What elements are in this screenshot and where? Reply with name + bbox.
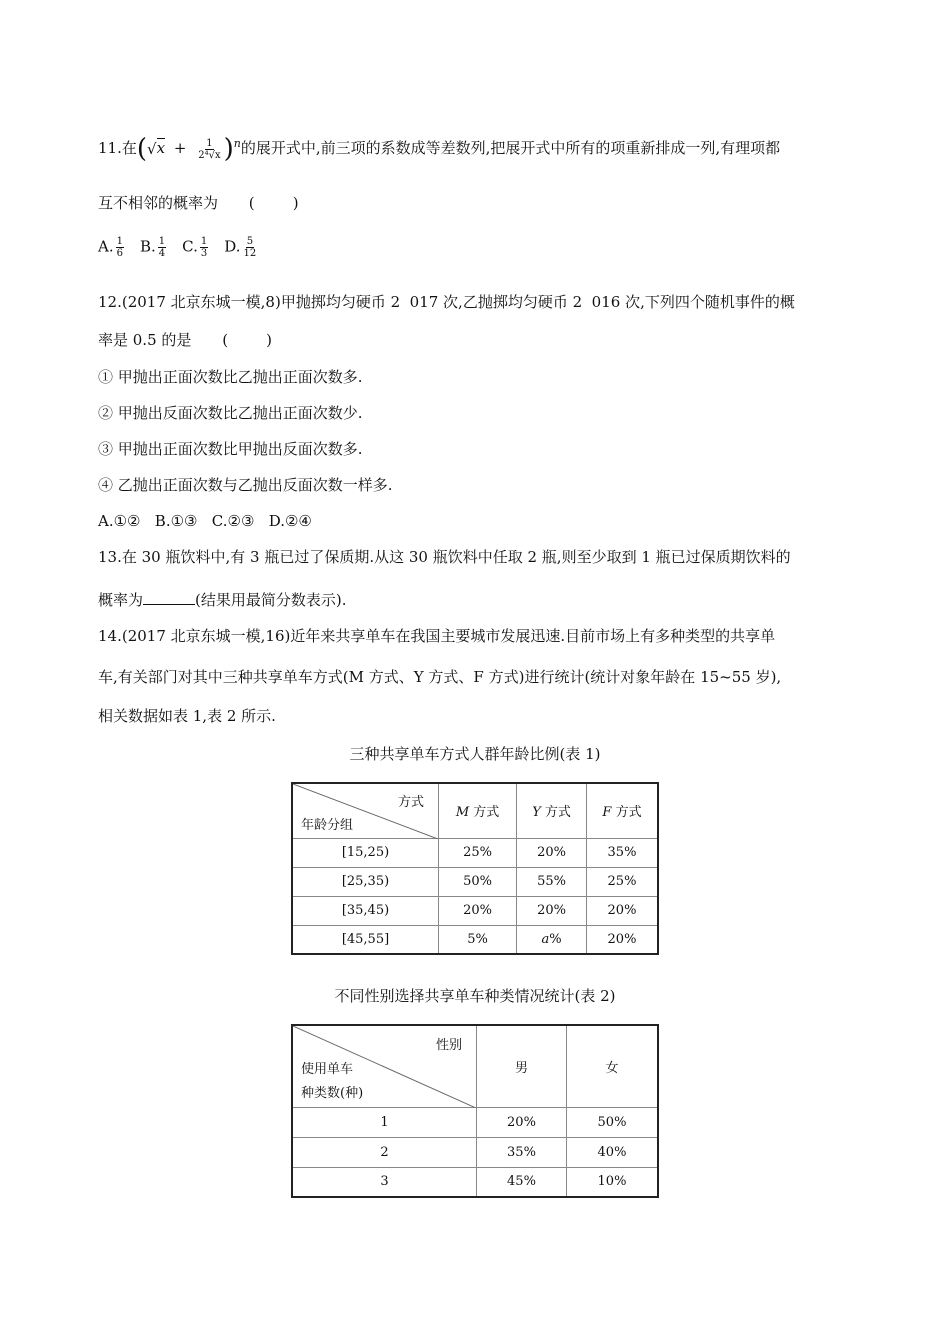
q11-option-a	[98, 236, 126, 259]
table-row	[292, 1167, 658, 1197]
table2-corner-cell	[292, 1025, 477, 1107]
table1-header-y	[517, 783, 587, 838]
option-den: 12	[243, 248, 257, 259]
count-cell: 1	[292, 1107, 477, 1137]
m-cell: 5%	[439, 925, 517, 954]
q11-line2	[98, 193, 299, 213]
male-cell: 35%	[477, 1137, 567, 1167]
q11-option-b	[140, 236, 168, 259]
q11-exp: n	[233, 137, 241, 150]
count-cell: 2	[292, 1137, 477, 1167]
table-row	[292, 867, 658, 896]
q12-answer-paren: ( )	[222, 331, 273, 349]
table-row	[292, 925, 658, 954]
q11-frac-num: 1	[206, 137, 213, 149]
q12-line2	[98, 330, 272, 350]
table2-corner-bottom1: 使用单车	[301, 1062, 354, 1077]
table2-header-male: 男	[477, 1025, 567, 1107]
table2-corner-top: 性别	[435, 1038, 462, 1053]
table1	[291, 782, 659, 955]
table1-corner-cell	[292, 783, 439, 838]
option-num: 5	[246, 236, 254, 247]
y-var: a	[541, 931, 550, 947]
age-group-cell: [15,25)	[292, 838, 439, 867]
m-cell: 25%	[439, 838, 517, 867]
sqrt-icon: √	[147, 140, 157, 158]
table-row	[292, 838, 658, 867]
option-label: D.	[224, 237, 241, 256]
table1-header-f	[586, 783, 658, 838]
table1-caption: 三种共享单车方式人群年龄比例(表 1)	[349, 745, 601, 763]
q11-answer-paren: ( )	[248, 194, 299, 212]
option-den: 6	[116, 248, 123, 259]
q11-sqrt-var: x	[156, 139, 166, 157]
y-suffix: %	[549, 931, 562, 947]
header-var: F	[602, 805, 612, 821]
option-label: C.	[182, 237, 198, 256]
table2-caption: 不同性别选择共享单车种类情况统计(表 2)	[334, 987, 616, 1005]
q11-option-d	[224, 236, 259, 259]
table-row	[292, 1137, 658, 1167]
q14-line3: 相关数据如表 1,表 2 所示.	[98, 707, 276, 725]
female-cell: 50%	[566, 1107, 658, 1137]
q12-answers: A.①② B.①③ C.②③ D.②④	[98, 512, 312, 530]
m-cell: 20%	[439, 896, 517, 925]
q12-item-2: ② 甲抛出反面次数比乙抛出正面次数少.	[98, 404, 363, 422]
q12-line2-text: 率是 0.5 的是	[98, 331, 192, 349]
table-row	[292, 1107, 658, 1137]
age-group-cell: [25,35)	[292, 867, 439, 896]
option-label: B.	[139, 237, 156, 256]
q11-frac-den: 2⁴√x	[198, 149, 221, 161]
q12-item-1: ① 甲抛出正面次数比乙抛出正面次数多.	[98, 368, 363, 386]
f-cell: 20%	[586, 896, 658, 925]
table1-corner-top: 方式	[397, 795, 424, 810]
q12-item-3: ③ 甲抛出正面次数比甲抛出反面次数多.	[98, 440, 363, 458]
q11-post: 的展开式中,前三项的系数成等差数列,把展开式中所有的项重新排成一列,有理项都	[240, 139, 781, 157]
option-num: 1	[116, 236, 123, 247]
q11-pre: 在	[121, 139, 137, 157]
q13-line1: 13.在 30 瓶饮料中,有 3 瓶已过了保质期.从这 30 瓶饮料中任取 2 瓶,则至少取到 1 瓶已过保质期饮料的	[98, 548, 791, 566]
female-cell: 10%	[566, 1167, 658, 1197]
table2-corner-bottom2: 种类数(种)	[301, 1086, 364, 1101]
header-suffix: 方式	[540, 805, 571, 821]
table2	[291, 1024, 659, 1198]
q13-line2-pre: 概率为	[98, 591, 144, 609]
table2-header-female: 女	[566, 1025, 658, 1107]
count-cell: 3	[292, 1167, 477, 1197]
q11-line2-text: 互不相邻的概率为	[98, 194, 219, 212]
header-suffix: 方式	[611, 805, 642, 821]
y-cell: 20%	[517, 838, 587, 867]
option-num: 1	[200, 236, 208, 247]
option-den: 3	[200, 248, 208, 259]
m-cell: 50%	[439, 867, 517, 896]
header-suffix: 方式	[469, 805, 500, 821]
male-cell: 45%	[477, 1167, 567, 1197]
header-var: M	[455, 805, 470, 821]
q11-line1	[98, 134, 780, 162]
option-den: 4	[158, 248, 166, 259]
male-cell: 20%	[477, 1107, 567, 1137]
q11-close-paren: )	[223, 134, 234, 164]
option-label: A.	[98, 237, 114, 256]
table1-header-m	[439, 783, 517, 838]
header-var: Y	[532, 805, 541, 821]
y-cell	[517, 925, 587, 954]
q11-plus: +	[173, 139, 187, 157]
option-num: 1	[158, 236, 166, 247]
q11-expression: (	[136, 134, 148, 164]
table-row	[292, 896, 658, 925]
f-cell: 25%	[586, 867, 658, 896]
q12-line1: 12.(2017 北京东城一模,8)甲抛掷均匀硬币 2 017 次,乙抛掷均匀硬币 2 016 次,下列四个随机事件的概	[98, 293, 795, 311]
age-group-cell: [35,45)	[292, 896, 439, 925]
q14-line2: 车,有关部门对其中三种共享单车方式(M 方式、Y 方式、F 方式)进行统计(统计对象年龄在 15~55 岁),	[98, 668, 782, 686]
q12-item-4: ④ 乙抛出正面次数与乙抛出反面次数一样多.	[98, 476, 393, 494]
f-cell: 35%	[586, 838, 658, 867]
q11-number: 11.	[98, 139, 122, 157]
y-cell: 55%	[517, 867, 587, 896]
q14-line1: 14.(2017 北京东城一模,16)近年来共享单车在我国主要城市发展迅速.目前市场上有多种类型的共享单	[98, 627, 776, 645]
q13-line2	[98, 590, 347, 610]
q13-answer-blank[interactable]	[143, 590, 195, 605]
table1-corner-bottom: 年龄分组	[301, 818, 354, 833]
q13-line2-post: (结果用最简分数表示).	[195, 591, 347, 609]
q11-options	[98, 236, 273, 259]
f-cell: 20%	[586, 925, 658, 954]
y-cell: 20%	[517, 896, 587, 925]
q11-fraction	[197, 138, 221, 161]
female-cell: 40%	[566, 1137, 658, 1167]
age-group-cell: [45,55]	[292, 925, 439, 954]
q11-option-c	[182, 236, 210, 259]
